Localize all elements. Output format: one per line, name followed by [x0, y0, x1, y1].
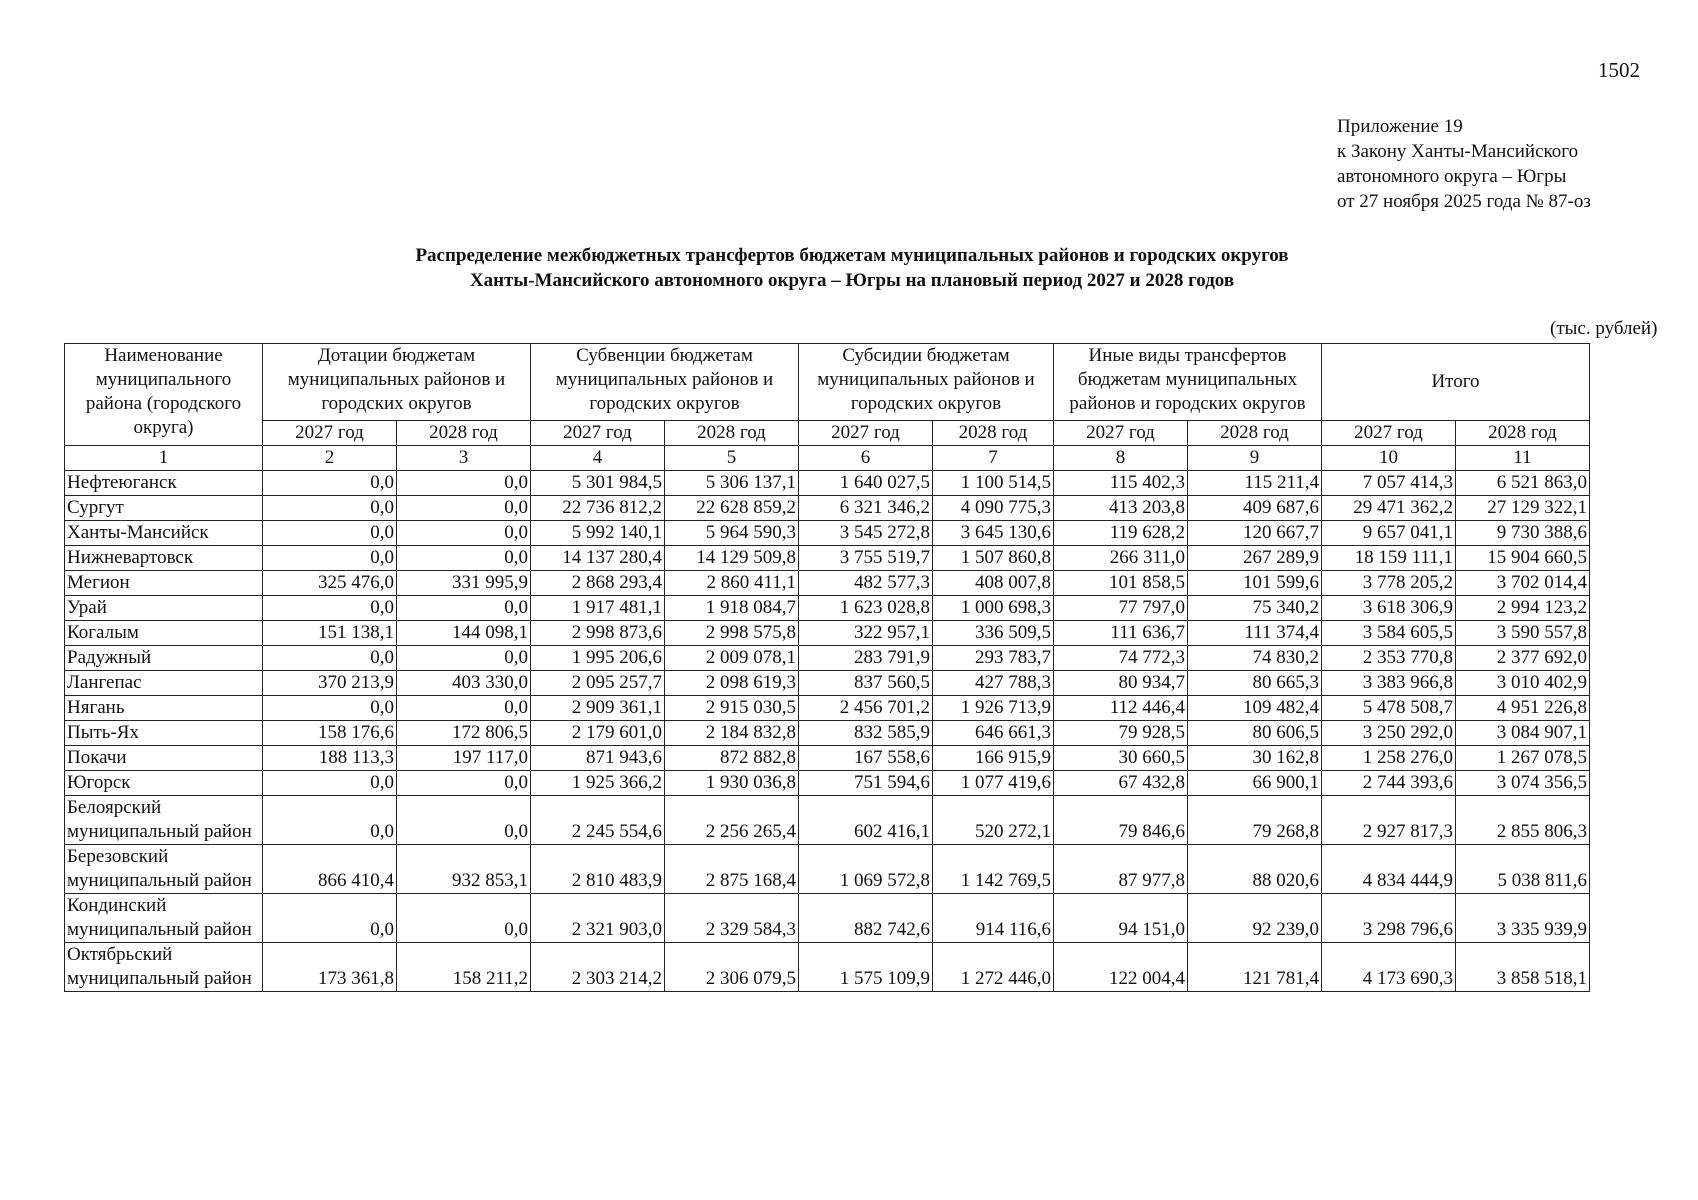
row-value: 167 558,6: [799, 746, 933, 771]
row-value: 409 687,6: [1188, 496, 1322, 521]
row-value: 1 917 481,1: [531, 596, 665, 621]
row-value: 5 306 137,1: [665, 471, 799, 496]
row-value: 4 951 226,8: [1456, 696, 1590, 721]
row-value: 6 521 863,0: [1456, 471, 1590, 496]
row-value: 0,0: [397, 546, 531, 571]
row-value: 2 321 903,0: [531, 894, 665, 943]
row-value: 408 007,8: [933, 571, 1054, 596]
header-year: 2027 год: [263, 421, 397, 446]
row-value: 0,0: [263, 796, 397, 845]
row-value: 1 100 514,5: [933, 471, 1054, 496]
row-value: 914 116,6: [933, 894, 1054, 943]
row-value: 1 925 366,2: [531, 771, 665, 796]
row-value: 370 213,9: [263, 671, 397, 696]
row-value: 3 545 272,8: [799, 521, 933, 546]
units-label: (тыс. рублей): [1550, 318, 1658, 339]
row-value: 5 301 984,5: [531, 471, 665, 496]
row-value: 2 744 393,6: [1322, 771, 1456, 796]
row-value: 2 098 619,3: [665, 671, 799, 696]
table-row: [65, 796, 1590, 845]
row-value: 2 860 411,1: [665, 571, 799, 596]
row-name: Когалым: [65, 621, 263, 646]
row-value: 0,0: [263, 471, 397, 496]
row-value: 67 432,8: [1054, 771, 1188, 796]
row-value: 872 882,8: [665, 746, 799, 771]
row-value: 1 918 084,7: [665, 596, 799, 621]
row-value: 0,0: [397, 471, 531, 496]
row-value: 1 575 109,9: [799, 943, 933, 992]
row-value: 882 742,6: [799, 894, 933, 943]
row-value: 932 853,1: [397, 845, 531, 894]
row-value: 188 113,3: [263, 746, 397, 771]
row-value: 1 995 206,6: [531, 646, 665, 671]
row-value: 325 476,0: [263, 571, 397, 596]
row-value: 2 456 701,2: [799, 696, 933, 721]
row-value: 92 239,0: [1188, 894, 1322, 943]
row-value: 22 736 812,2: [531, 496, 665, 521]
row-value: 2 184 832,8: [665, 721, 799, 746]
row-value: 2 303 214,2: [531, 943, 665, 992]
row-value: 80 934,7: [1054, 671, 1188, 696]
row-name: Сургут: [65, 496, 263, 521]
row-value: 3 250 292,0: [1322, 721, 1456, 746]
row-value: 2 377 692,0: [1456, 646, 1590, 671]
row-value: 74 772,3: [1054, 646, 1188, 671]
table-row: [65, 546, 1590, 571]
row-value: 144 098,1: [397, 621, 531, 646]
table-body: [65, 471, 1590, 992]
header-year: 2028 год: [1456, 421, 1590, 446]
row-value: 3 858 518,1: [1456, 943, 1590, 992]
row-value: 0,0: [397, 796, 531, 845]
row-value: 2 909 361,1: [531, 696, 665, 721]
row-value: 94 151,0: [1054, 894, 1188, 943]
header-row-years: [65, 421, 1590, 446]
row-value: 1 000 698,3: [933, 596, 1054, 621]
title-line: Распределение межбюджетных трансфертов бюджетам муниципальных районов и городских округов: [415, 245, 1289, 266]
row-name: Нижневартовск: [65, 546, 263, 571]
row-value: 2 994 123,2: [1456, 596, 1590, 621]
row-value: 3 755 519,7: [799, 546, 933, 571]
row-value: 87 977,8: [1054, 845, 1188, 894]
row-value: 0,0: [263, 546, 397, 571]
row-value: 3 084 907,1: [1456, 721, 1590, 746]
row-value: 173 361,8: [263, 943, 397, 992]
row-value: 88 020,6: [1188, 845, 1322, 894]
header-year: 2027 год: [799, 421, 933, 446]
row-name: Радужный: [65, 646, 263, 671]
row-value: 172 806,5: [397, 721, 531, 746]
row-value: 331 995,9: [397, 571, 531, 596]
row-value: 79 928,5: [1054, 721, 1188, 746]
row-value: 111 636,7: [1054, 621, 1188, 646]
row-value: 1 142 769,5: [933, 845, 1054, 894]
header-group-subsidies-dotations: Дотации бюджетам муниципальных районов и городских округов: [263, 344, 531, 421]
col-number: 4: [531, 446, 665, 471]
header-group-total: Итого: [1322, 344, 1590, 421]
row-value: 112 446,4: [1054, 696, 1188, 721]
row-value: 1 077 419,6: [933, 771, 1054, 796]
row-value: 101 599,6: [1188, 571, 1322, 596]
row-value: 1 272 446,0: [933, 943, 1054, 992]
table-row: [65, 571, 1590, 596]
row-value: 403 330,0: [397, 671, 531, 696]
row-value: 1 623 028,8: [799, 596, 933, 621]
row-value: 2 998 575,8: [665, 621, 799, 646]
header-year: 2028 год: [1188, 421, 1322, 446]
row-value: 18 159 111,1: [1322, 546, 1456, 571]
row-value: 2 875 168,4: [665, 845, 799, 894]
row-value: 0,0: [397, 496, 531, 521]
table-row: [65, 671, 1590, 696]
annex-line: к Закону Ханты-Мансийского: [1337, 141, 1579, 162]
row-value: 336 509,5: [933, 621, 1054, 646]
row-value: 9 730 388,6: [1456, 521, 1590, 546]
row-value: 5 964 590,3: [665, 521, 799, 546]
row-value: 646 661,3: [933, 721, 1054, 746]
row-name: Белоярский муниципальный район: [65, 796, 263, 845]
table-row: [65, 596, 1590, 621]
row-value: 837 560,5: [799, 671, 933, 696]
row-name: Ханты-Мансийск: [65, 521, 263, 546]
row-value: 322 957,1: [799, 621, 933, 646]
row-value: 3 584 605,5: [1322, 621, 1456, 646]
row-value: 166 915,9: [933, 746, 1054, 771]
row-value: 22 628 859,2: [665, 496, 799, 521]
row-value: 520 272,1: [933, 796, 1054, 845]
row-value: 80 606,5: [1188, 721, 1322, 746]
row-value: 0,0: [397, 696, 531, 721]
row-value: 1 640 027,5: [799, 471, 933, 496]
header-group-subsidies: Субсидии бюджетам муниципальных районов и городских округов: [799, 344, 1054, 421]
row-value: 1 930 036,8: [665, 771, 799, 796]
annex-line: автономного округа – Югры: [1337, 166, 1567, 187]
header-year: 2027 год: [1054, 421, 1188, 446]
row-value: 3 702 014,4: [1456, 571, 1590, 596]
row-value: 2 915 030,5: [665, 696, 799, 721]
col-number: 1: [65, 446, 263, 471]
col-number: 10: [1322, 446, 1456, 471]
row-value: 101 858,5: [1054, 571, 1188, 596]
transfers-table: [64, 343, 1590, 992]
row-value: 0,0: [263, 646, 397, 671]
document-title: [62, 243, 1642, 293]
row-value: 1 267 078,5: [1456, 746, 1590, 771]
row-value: 3 335 939,9: [1456, 894, 1590, 943]
row-value: 80 665,3: [1188, 671, 1322, 696]
row-value: 74 830,2: [1188, 646, 1322, 671]
table-row: [65, 943, 1590, 992]
table-row: [65, 646, 1590, 671]
table-row: [65, 496, 1590, 521]
row-name: Покачи: [65, 746, 263, 771]
title-line: Ханты-Мансийского автономного округа – Югры на плановый период 2027 и 2028 годов: [469, 270, 1235, 291]
table-row: [65, 894, 1590, 943]
row-value: 2 179 601,0: [531, 721, 665, 746]
table-row: [65, 471, 1590, 496]
row-value: 30 162,8: [1188, 746, 1322, 771]
annex-line: от 27 ноября 2025 года № 87-оз: [1337, 191, 1591, 212]
row-value: 2 095 257,7: [531, 671, 665, 696]
row-value: 482 577,3: [799, 571, 933, 596]
col-number: 9: [1188, 446, 1322, 471]
row-value: 5 992 140,1: [531, 521, 665, 546]
row-value: 2 998 873,6: [531, 621, 665, 646]
row-value: 2 256 265,4: [665, 796, 799, 845]
table-row: [65, 771, 1590, 796]
header-year: 2027 год: [531, 421, 665, 446]
row-value: 0,0: [397, 521, 531, 546]
row-value: 751 594,6: [799, 771, 933, 796]
row-value: 6 321 346,2: [799, 496, 933, 521]
header-row-groups: [65, 344, 1590, 421]
row-value: 293 783,7: [933, 646, 1054, 671]
row-name: Березовский муниципальный район: [65, 845, 263, 894]
row-value: 9 657 041,1: [1322, 521, 1456, 546]
row-value: 2 810 483,9: [531, 845, 665, 894]
row-value: 121 781,4: [1188, 943, 1322, 992]
row-value: 75 340,2: [1188, 596, 1322, 621]
header-year: 2028 год: [397, 421, 531, 446]
row-value: 0,0: [263, 894, 397, 943]
header-year: 2028 год: [665, 421, 799, 446]
row-value: 832 585,9: [799, 721, 933, 746]
page-number: 1502: [1598, 58, 1640, 82]
header-group-subventions: Субвенции бюджетам муниципальных районов и городских округов: [531, 344, 799, 421]
row-value: 66 900,1: [1188, 771, 1322, 796]
row-value: 602 416,1: [799, 796, 933, 845]
col-number: 2: [263, 446, 397, 471]
table-row: [65, 696, 1590, 721]
row-value: 2 353 770,8: [1322, 646, 1456, 671]
row-name: Югорск: [65, 771, 263, 796]
row-value: 266 311,0: [1054, 546, 1188, 571]
row-value: 413 203,8: [1054, 496, 1188, 521]
row-value: 120 667,7: [1188, 521, 1322, 546]
row-name: Лангепас: [65, 671, 263, 696]
row-value: 2 927 817,3: [1322, 796, 1456, 845]
row-name: Нефтеюганск: [65, 471, 263, 496]
table-row: [65, 621, 1590, 646]
col-number: 11: [1456, 446, 1590, 471]
row-value: 29 471 362,2: [1322, 496, 1456, 521]
row-value: 5 478 508,7: [1322, 696, 1456, 721]
row-name: Мегион: [65, 571, 263, 596]
row-value: 15 904 660,5: [1456, 546, 1590, 571]
row-value: 158 211,2: [397, 943, 531, 992]
row-value: 14 137 280,4: [531, 546, 665, 571]
row-value: 0,0: [263, 521, 397, 546]
row-value: 3 298 796,6: [1322, 894, 1456, 943]
row-value: 197 117,0: [397, 746, 531, 771]
row-value: 0,0: [263, 596, 397, 621]
row-value: 3 618 306,9: [1322, 596, 1456, 621]
row-value: 866 410,4: [263, 845, 397, 894]
table-row: [65, 845, 1590, 894]
row-value: 2 009 078,1: [665, 646, 799, 671]
row-value: 111 374,4: [1188, 621, 1322, 646]
row-value: 79 846,6: [1054, 796, 1188, 845]
row-value: 115 211,4: [1188, 471, 1322, 496]
row-value: 0,0: [397, 596, 531, 621]
row-value: 119 628,2: [1054, 521, 1188, 546]
row-value: 1 507 860,8: [933, 546, 1054, 571]
row-name: Пыть-Ях: [65, 721, 263, 746]
table-row: [65, 746, 1590, 771]
row-value: 1 926 713,9: [933, 696, 1054, 721]
row-name: Нягань: [65, 696, 263, 721]
row-value: 79 268,8: [1188, 796, 1322, 845]
col-number: 3: [397, 446, 531, 471]
row-name: Урай: [65, 596, 263, 621]
row-value: 1 258 276,0: [1322, 746, 1456, 771]
row-value: 3 590 557,8: [1456, 621, 1590, 646]
col-number: 8: [1054, 446, 1188, 471]
row-value: 267 289,9: [1188, 546, 1322, 571]
header-year: 2028 год: [933, 421, 1054, 446]
row-value: 0,0: [263, 496, 397, 521]
row-value: 5 038 811,6: [1456, 845, 1590, 894]
row-value: 158 176,6: [263, 721, 397, 746]
row-value: 2 855 806,3: [1456, 796, 1590, 845]
row-value: 2 306 079,5: [665, 943, 799, 992]
row-value: 7 057 414,3: [1322, 471, 1456, 496]
row-value: 14 129 509,8: [665, 546, 799, 571]
header-row-col-numbers: [65, 446, 1590, 471]
row-value: 2 329 584,3: [665, 894, 799, 943]
row-value: 3 074 356,5: [1456, 771, 1590, 796]
row-value: 871 943,6: [531, 746, 665, 771]
row-value: 4 090 775,3: [933, 496, 1054, 521]
row-value: 1 069 572,8: [799, 845, 933, 894]
col-number: 5: [665, 446, 799, 471]
row-value: 77 797,0: [1054, 596, 1188, 621]
row-value: 3 383 966,8: [1322, 671, 1456, 696]
row-value: 27 129 322,1: [1456, 496, 1590, 521]
header-group-other: Иные виды трансфертов бюджетам муниципальных районов и городских округов: [1054, 344, 1322, 421]
header-name-col: Наименование муниципального района (городского округа): [65, 344, 263, 446]
row-value: 0,0: [397, 646, 531, 671]
row-value: 0,0: [263, 696, 397, 721]
row-value: 0,0: [397, 771, 531, 796]
row-value: 3 010 402,9: [1456, 671, 1590, 696]
row-name: Октябрьский муниципальный район: [65, 943, 263, 992]
row-value: 427 788,3: [933, 671, 1054, 696]
row-value: 4 173 690,3: [1322, 943, 1456, 992]
annex-line: Приложение 19: [1337, 116, 1463, 137]
row-value: 30 660,5: [1054, 746, 1188, 771]
table-row: [65, 521, 1590, 546]
annex-block: [1337, 114, 1591, 214]
row-value: 4 834 444,9: [1322, 845, 1456, 894]
table-row: [65, 721, 1590, 746]
row-value: 109 482,4: [1188, 696, 1322, 721]
row-value: 2 868 293,4: [531, 571, 665, 596]
row-value: 151 138,1: [263, 621, 397, 646]
row-value: 0,0: [397, 894, 531, 943]
row-value: 3 778 205,2: [1322, 571, 1456, 596]
col-number: 7: [933, 446, 1054, 471]
row-value: 2 245 554,6: [531, 796, 665, 845]
row-name: Кондинский муниципальный район: [65, 894, 263, 943]
row-value: 115 402,3: [1054, 471, 1188, 496]
row-value: 0,0: [263, 771, 397, 796]
row-value: 283 791,9: [799, 646, 933, 671]
row-value: 122 004,4: [1054, 943, 1188, 992]
header-year: 2027 год: [1322, 421, 1456, 446]
row-value: 3 645 130,6: [933, 521, 1054, 546]
col-number: 6: [799, 446, 933, 471]
